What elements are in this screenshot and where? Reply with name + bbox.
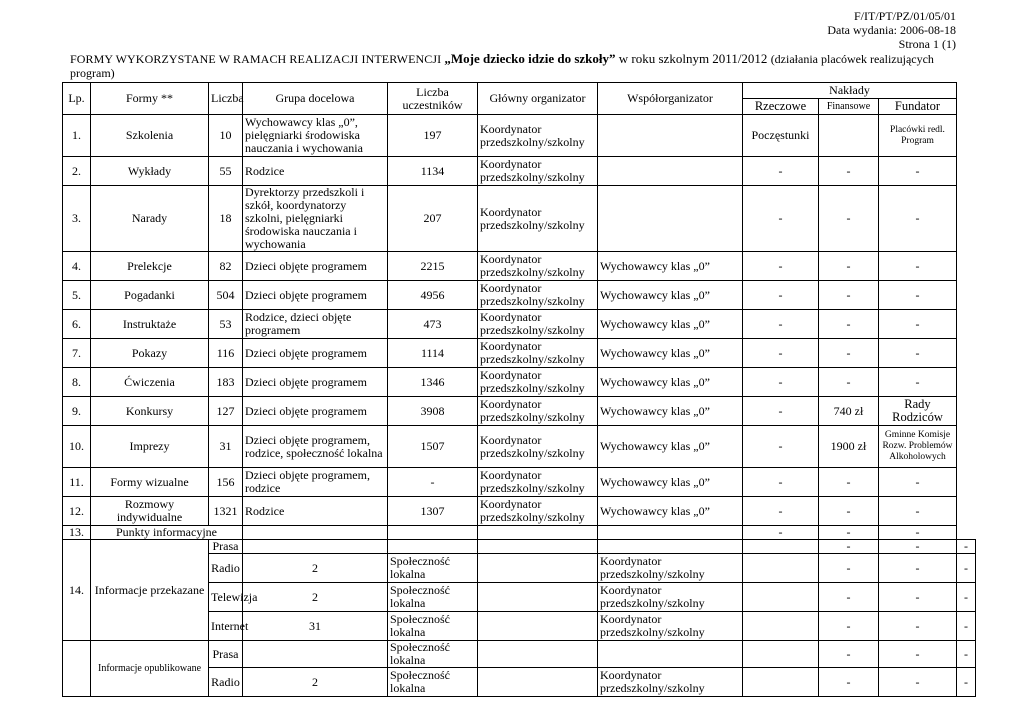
- row-uczestnicy: [478, 554, 598, 583]
- row-liczba: 2: [243, 554, 388, 583]
- row-liczba: 1321: [209, 497, 243, 526]
- title-part3: (działania placówek realizujących program): [70, 52, 934, 80]
- row-liczba: 2: [243, 583, 388, 612]
- row-grupa: Społeczność lokalna: [388, 554, 478, 583]
- row-forma: Ćwiczenia: [91, 368, 209, 397]
- row-wspolorganizator: Wychowawcy klas „0”: [598, 281, 743, 310]
- row-organizator: Koordynator przedszkolny/szkolny: [478, 339, 598, 368]
- row-uczestnicy: 1134: [388, 157, 478, 186]
- row-grupa: Rodzice, dzieci objęte programem: [243, 310, 388, 339]
- table-row: [63, 368, 976, 397]
- row-finansowe: -: [879, 668, 957, 697]
- table-row: [63, 339, 976, 368]
- row-forma: Pogadanki: [91, 281, 209, 310]
- row-grupa: Dzieci objęte programem, rodzice, społeczność lokalna: [243, 426, 388, 468]
- row-organizator: Koordynator przedszkolny/szkolny: [598, 668, 743, 697]
- row-fundator: -: [879, 526, 957, 540]
- row-fundator: -: [879, 157, 957, 186]
- row-lp: 3.: [63, 186, 91, 252]
- row-liczba: 82: [209, 252, 243, 281]
- col-liczba: Liczba: [209, 83, 243, 115]
- row-uczestnicy: 4956: [388, 281, 478, 310]
- table-row: [63, 426, 976, 468]
- row-finansowe: 740 zł: [819, 397, 879, 426]
- row-forma: Wykłady: [91, 157, 209, 186]
- row-forma: Imprezy: [91, 426, 209, 468]
- row-uczestnicy: [478, 540, 598, 554]
- table-row: [63, 397, 976, 426]
- row-forma: Narady: [91, 186, 209, 252]
- row-grupa: [243, 526, 388, 540]
- row-finansowe: -: [819, 339, 879, 368]
- row-uczestnicy: [478, 612, 598, 641]
- table-row: [63, 281, 976, 310]
- row-organizator: Koordynator przedszkolny/szkolny: [598, 554, 743, 583]
- row-rzeczowe: -: [743, 252, 819, 281]
- row-finansowe: -: [819, 468, 879, 497]
- row-rzeczowe: -: [743, 468, 819, 497]
- row-wspolorganizator: [743, 612, 819, 641]
- col-lp: Lp.: [63, 83, 91, 115]
- row-uczestnicy: 2215: [388, 252, 478, 281]
- forms-table: [62, 82, 976, 697]
- row-rzeczowe: -: [819, 641, 879, 668]
- row-forma: Pokazy: [91, 339, 209, 368]
- row-rzeczowe: -: [743, 397, 819, 426]
- row-wspolorganizator: Wychowawcy klas „0”: [598, 368, 743, 397]
- row-organizator: [598, 641, 743, 668]
- row-uczestnicy: 1507: [388, 426, 478, 468]
- row-wspolorganizator: Wychowawcy klas „0”: [598, 397, 743, 426]
- row-fundator: -: [879, 310, 957, 339]
- row-grupa: Społeczność lokalna: [388, 641, 478, 668]
- row-fundator: -: [879, 339, 957, 368]
- row-rzeczowe: -: [743, 339, 819, 368]
- col-finansowe: Finansowe: [819, 99, 879, 115]
- row-finansowe: -: [879, 612, 957, 641]
- col-organizator: Główny organizator: [478, 83, 598, 115]
- row-organizator: Koordynator przedszkolny/szkolny: [478, 497, 598, 526]
- col-grupa: Grupa docelowa: [243, 83, 388, 115]
- row-forma: Formy wizualne: [91, 468, 209, 497]
- row-organizator: Koordynator przedszkolny/szkolny: [478, 397, 598, 426]
- row-group: Informacje opublikowane: [91, 641, 209, 697]
- row-finansowe: -: [879, 583, 957, 612]
- table-row: [63, 641, 976, 668]
- row-liczba: 18: [209, 186, 243, 252]
- row-forma: Punkty informacyjne: [91, 526, 243, 540]
- row-organizator: Koordynator przedszkolny/szkolny: [478, 157, 598, 186]
- table-row: [63, 468, 976, 497]
- row-liczba: 116: [209, 339, 243, 368]
- col-fundator: Fundator: [879, 99, 957, 115]
- row-organizator: [478, 526, 598, 540]
- row-organizator: Koordynator przedszkolny/szkolny: [598, 612, 743, 641]
- row-grupa: Dzieci objęte programem: [243, 368, 388, 397]
- col-formy: Formy **: [91, 83, 209, 115]
- row-grupa: Wychowawcy klas „0”, pielęgniarki środowiska nauczania i wychowania: [243, 115, 388, 157]
- row-fundator: -: [879, 497, 957, 526]
- row-organizator: Koordynator przedszkolny/szkolny: [478, 426, 598, 468]
- row-wspolorganizator: Wychowawcy klas „0”: [598, 468, 743, 497]
- row-grupa: Dyrektorzy przedszkoli i szkół, koordynatorzy szkolni, pielęgniarki środowiska nauczania i wychowania: [243, 186, 388, 252]
- row-liczba: 10: [209, 115, 243, 157]
- row-lp: 7.: [63, 339, 91, 368]
- row-wspolorganizator: [598, 115, 743, 157]
- table-row: [63, 540, 976, 554]
- row-finansowe: -: [819, 526, 879, 540]
- row-medium: Internet: [209, 612, 243, 641]
- row-uczestnicy: [478, 583, 598, 612]
- row-wspolorganizator: [598, 157, 743, 186]
- row-grupa: Społeczność lokalna: [388, 668, 478, 697]
- title-part2: w roku szkolnym 2011/2012: [615, 51, 771, 66]
- row-finansowe: [819, 115, 879, 157]
- row-lp: 5.: [63, 281, 91, 310]
- col-wspolorganizator: Współorganizator: [598, 83, 743, 115]
- row-finansowe: -: [819, 186, 879, 252]
- row-liczba: 156: [209, 468, 243, 497]
- row-uczestnicy: 197: [388, 115, 478, 157]
- row-fundator: -: [957, 583, 976, 612]
- row-fundator: -: [879, 281, 957, 310]
- row-wspolorganizator: Wychowawcy klas „0”: [598, 339, 743, 368]
- row-liczba: [243, 641, 388, 668]
- row-lp: 4.: [63, 252, 91, 281]
- row-lp: 12.: [63, 497, 91, 526]
- row-rzeczowe: -: [743, 157, 819, 186]
- row-rzeczowe: -: [743, 310, 819, 339]
- row-liczba: 127: [209, 397, 243, 426]
- table-row: [63, 157, 976, 186]
- row-grupa: Rodzice: [243, 497, 388, 526]
- row-fundator: Rady Rodziców: [879, 397, 957, 426]
- row-medium: Prasa: [209, 540, 243, 554]
- row-lp: 2.: [63, 157, 91, 186]
- row-medium: Radio: [209, 668, 243, 697]
- row-rzeczowe: -: [819, 583, 879, 612]
- row-rzeczowe: -: [743, 426, 819, 468]
- row-fundator: -: [957, 641, 976, 668]
- row-wspolorganizator: [743, 540, 819, 554]
- row-uczestnicy: [478, 641, 598, 668]
- row-fundator: Placówki redl. Program: [879, 115, 957, 157]
- row-wspolorganizator: Wychowawcy klas „0”: [598, 426, 743, 468]
- row-wspolorganizator: [743, 583, 819, 612]
- row-lp: 14.: [63, 540, 91, 641]
- row-rzeczowe: -: [743, 526, 819, 540]
- col-naklady: Nakłady: [743, 83, 957, 99]
- row-organizator: Koordynator przedszkolny/szkolny: [478, 310, 598, 339]
- row-finansowe: -: [819, 368, 879, 397]
- row-finansowe: -: [879, 554, 957, 583]
- title-part1: FORMY WYKORZYSTANE W RAMACH REALIZACJI INTERWENCJI: [70, 52, 445, 66]
- table-row: [63, 497, 976, 526]
- row-rzeczowe: -: [819, 554, 879, 583]
- row-liczba: 53: [209, 310, 243, 339]
- row-organizator: Koordynator przedszkolny/szkolny: [478, 281, 598, 310]
- row-organizator: Koordynator przedszkolny/szkolny: [478, 115, 598, 157]
- row-finansowe: -: [819, 252, 879, 281]
- row-grupa: Dzieci objęte programem: [243, 339, 388, 368]
- row-fundator: -: [957, 612, 976, 641]
- row-rzeczowe: -: [743, 368, 819, 397]
- row-liczba: 31: [209, 426, 243, 468]
- row-uczestnicy: [478, 668, 598, 697]
- row-grupa: Dzieci objęte programem: [243, 281, 388, 310]
- row-forma: Rozmowy indywidualne: [91, 497, 209, 526]
- row-liczba: 504: [209, 281, 243, 310]
- row-finansowe: -: [819, 281, 879, 310]
- col-uczestnicy: Liczba uczestników: [388, 83, 478, 115]
- row-finansowe: -: [879, 540, 957, 554]
- document-title: [70, 52, 960, 80]
- row-grupa: Społeczność lokalna: [388, 612, 478, 641]
- table-row: [63, 115, 976, 157]
- page-number: Strona 1 (1): [898, 37, 956, 51]
- row-fundator: -: [879, 186, 957, 252]
- row-grupa: Dzieci objęte programem: [243, 252, 388, 281]
- table-row: [63, 526, 976, 540]
- row-wspolorganizator: Wychowawcy klas „0”: [598, 310, 743, 339]
- row-lp: 10.: [63, 426, 91, 468]
- row-fundator: -: [879, 468, 957, 497]
- table-row: [63, 310, 976, 339]
- row-fundator: -: [879, 252, 957, 281]
- row-uczestnicy: 207: [388, 186, 478, 252]
- row-uczestnicy: [388, 526, 478, 540]
- row-liczba: 31: [243, 612, 388, 641]
- document-code: F/IT/PT/PZ/01/05/01: [853, 9, 956, 23]
- row-group: Informacje przekazane: [91, 540, 209, 641]
- row-fundator: -: [957, 540, 976, 554]
- row-rzeczowe: -: [819, 540, 879, 554]
- row-organizator: Koordynator przedszkolny/szkolny: [478, 186, 598, 252]
- row-lp: 6.: [63, 310, 91, 339]
- row-organizator: Koordynator przedszkolny/szkolny: [598, 583, 743, 612]
- row-liczba: 183: [209, 368, 243, 397]
- row-fundator: -: [957, 554, 976, 583]
- header-row: [63, 83, 976, 99]
- row-grupa: [388, 540, 478, 554]
- title-bold: „Moje dziecko idzie do szkoły”: [444, 51, 616, 66]
- row-finansowe: -: [879, 641, 957, 668]
- row-organizator: [598, 540, 743, 554]
- row-uczestnicy: -: [388, 468, 478, 497]
- row-finansowe: -: [819, 497, 879, 526]
- row-lp: 13.: [63, 526, 91, 540]
- row-fundator: -: [879, 368, 957, 397]
- row-liczba: [243, 540, 388, 554]
- row-grupa: Dzieci objęte programem: [243, 397, 388, 426]
- row-lp: 1.: [63, 115, 91, 157]
- row-finansowe: -: [819, 310, 879, 339]
- row-grupa: Rodzice: [243, 157, 388, 186]
- row-medium: Prasa: [209, 641, 243, 668]
- row-rzeczowe: -: [819, 668, 879, 697]
- row-fundator: -: [957, 668, 976, 697]
- table-row: [63, 186, 976, 252]
- issue-date: Data wydania: 2006-08-18: [827, 23, 956, 37]
- row-organizator: Koordynator przedszkolny/szkolny: [478, 368, 598, 397]
- row-finansowe: 1900 zł: [819, 426, 879, 468]
- row-wspolorganizator: [743, 554, 819, 583]
- row-medium: Telewizja: [209, 583, 243, 612]
- row-uczestnicy: 1346: [388, 368, 478, 397]
- row-forma: Szkolenia: [91, 115, 209, 157]
- row-lp: 8.: [63, 368, 91, 397]
- row-rzeczowe: -: [743, 497, 819, 526]
- document-header: [827, 9, 956, 51]
- row-fundator: Gminne Komisje Rozw. Problemów Alkoholowych: [879, 426, 957, 468]
- row-wspolorganizator: [598, 526, 743, 540]
- row-grupa: Dzieci objęte programem, rodzice: [243, 468, 388, 497]
- row-finansowe: -: [819, 157, 879, 186]
- row-rzeczowe: -: [743, 281, 819, 310]
- row-uczestnicy: 473: [388, 310, 478, 339]
- row-forma: Prelekcje: [91, 252, 209, 281]
- row-organizator: Koordynator przedszkolny/szkolny: [478, 252, 598, 281]
- row-wspolorganizator: [598, 186, 743, 252]
- row-lp: 11.: [63, 468, 91, 497]
- row-wspolorganizator: Wychowawcy klas „0”: [598, 497, 743, 526]
- row-medium: Radio: [209, 554, 243, 583]
- row-wspolorganizator: [743, 641, 819, 668]
- row-lp: 9.: [63, 397, 91, 426]
- col-rzeczowe: Rzeczowe: [743, 99, 819, 115]
- row-rzeczowe: Poczęstunki: [743, 115, 819, 157]
- row-wspolorganizator: [743, 668, 819, 697]
- row-grupa: Społeczność lokalna: [388, 583, 478, 612]
- row-organizator: Koordynator przedszkolny/szkolny: [478, 468, 598, 497]
- row-rzeczowe: -: [743, 186, 819, 252]
- row-forma: Konkursy: [91, 397, 209, 426]
- row-wspolorganizator: Wychowawcy klas „0”: [598, 252, 743, 281]
- row-rzeczowe: -: [819, 612, 879, 641]
- row-uczestnicy: 3908: [388, 397, 478, 426]
- row-uczestnicy: 1114: [388, 339, 478, 368]
- row-uczestnicy: 1307: [388, 497, 478, 526]
- table-row: [63, 252, 976, 281]
- row-liczba: 2: [243, 668, 388, 697]
- row-liczba: 55: [209, 157, 243, 186]
- row-lp: [63, 641, 91, 697]
- row-forma: Instruktaże: [91, 310, 209, 339]
